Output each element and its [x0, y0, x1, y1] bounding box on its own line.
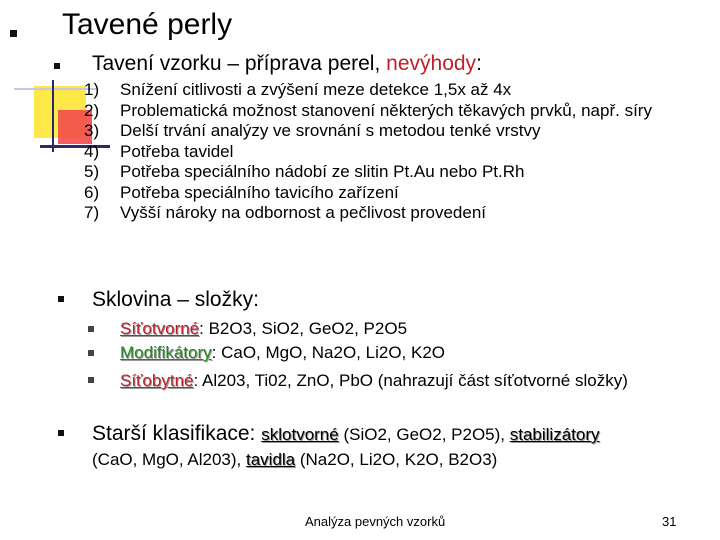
list-text: Potřeba speciálního nádobí ze slitin Pt.Au nebo Pt.Rh [120, 162, 525, 181]
term-label: Modifikátory [120, 343, 212, 362]
term-text: (SiO2, GeO2, P2O5), [338, 425, 510, 444]
list-text: Potřeba speciálního tavicího zařízení [120, 182, 399, 202]
bullet-square-icon [54, 63, 60, 69]
list-item [84, 142, 705, 163]
term-label: Síťotvorné [120, 319, 200, 338]
footer-title: Analýza pevných vzorků [305, 514, 446, 529]
section-heading-suffix: : [476, 52, 482, 75]
bullet-square-icon [88, 326, 94, 332]
term-text: (Na2O, Li2O, K2O, B2O3) [295, 450, 498, 469]
list-number: 3) [84, 121, 100, 140]
bullet-square-icon [10, 30, 17, 37]
page-number: 31 [662, 514, 677, 529]
list-item [84, 121, 705, 142]
term-text: : Al203, Ti02, ZnO, PbO (nahrazují část síťotvorné složky) [193, 371, 628, 390]
section-heading [92, 52, 482, 76]
bullet-square-icon [58, 430, 64, 436]
section-heading [92, 422, 600, 446]
list-item [120, 343, 445, 363]
list-number: 6) [84, 182, 100, 202]
list-text: Snížení citlivosti a zvýšení meze detekce 1,5x až 4x [120, 80, 512, 99]
section-text [92, 450, 497, 470]
list-item [84, 80, 705, 101]
list-number: 4) [84, 141, 100, 161]
list-item [84, 203, 705, 224]
term-text: : B2O3, SiO2, GeO2, P2O5 [199, 319, 408, 338]
numbered-list [84, 80, 705, 224]
list-number: 7) [84, 203, 100, 222]
list-text: Delší trvání analýzy ve srovnání s metodou tenké vrstvy [120, 121, 541, 140]
list-number: 2) [84, 100, 100, 120]
term-label: Síťobytné [120, 371, 194, 390]
list-text: Problematická možnost stanovení některých těkavých prvků, např. síry [120, 100, 652, 120]
page-title: Tavené perly [62, 8, 233, 41]
term-label: tavidla [246, 450, 296, 469]
section-heading-prefix: Tavení vzorku – příprava perel, [92, 52, 387, 75]
bullet-square-icon [88, 377, 94, 383]
term-text: : CaO, MgO, Na2O, Li2O, K2O [211, 343, 446, 362]
term-label: sklotvorné [261, 425, 339, 444]
section-heading-prefix: Starší klasifikace: [92, 422, 262, 445]
section-heading-highlight: nevýhody [386, 52, 477, 75]
list-text: Potřeba tavidel [120, 141, 234, 161]
list-item [84, 183, 705, 204]
list-item [84, 162, 705, 183]
bullet-square-icon [88, 350, 94, 356]
term-label: stabilizátory [509, 425, 600, 444]
bullet-square-icon [58, 296, 64, 302]
section-heading: Sklovina – složky: [92, 288, 259, 311]
list-text: Vyšší nároky na odbornost a pečlivost provedení [120, 203, 487, 222]
term-text: (CaO, MgO, Al203), [92, 450, 246, 469]
list-item [120, 319, 407, 339]
list-number: 1) [84, 80, 100, 99]
decorative-line [52, 80, 54, 152]
list-number: 5) [84, 162, 100, 181]
list-item [84, 101, 705, 122]
list-item [120, 370, 660, 392]
